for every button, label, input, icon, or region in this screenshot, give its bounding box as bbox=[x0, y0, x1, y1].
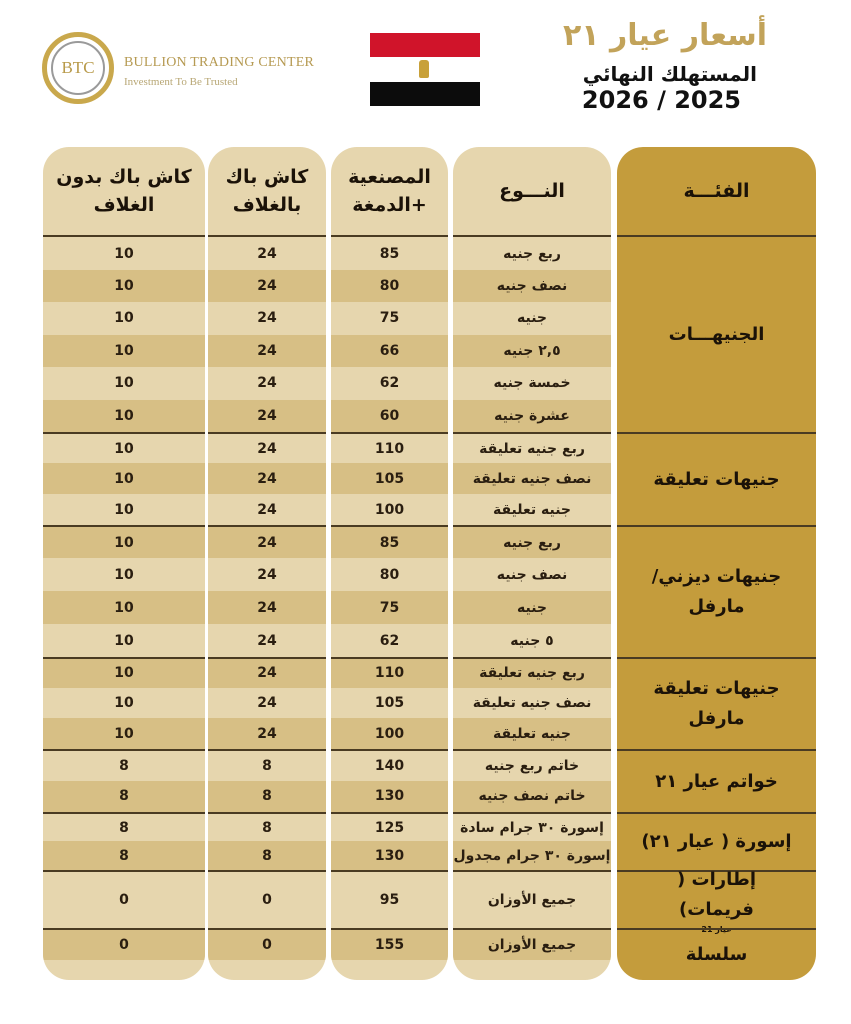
eagle-icon bbox=[419, 60, 429, 78]
table-cell-cashback-without-case: 10 bbox=[43, 591, 205, 624]
table-cell-type: إسورة ٣٠ جرام سادة bbox=[453, 812, 611, 841]
category-label: جنيهات ديزني/ مارفل bbox=[651, 566, 782, 617]
table-cell-type: ربع جنيه bbox=[453, 239, 611, 270]
brand-tagline: Investment To Be Trusted bbox=[124, 76, 238, 88]
table-cell-workmanship: 75 bbox=[331, 591, 448, 624]
table-cell-cashback-with-case: 24 bbox=[208, 432, 326, 463]
table-cell-workmanship: 110 bbox=[331, 432, 448, 463]
table-cell-workmanship: 95 bbox=[331, 870, 448, 928]
column-cashback-without-case bbox=[43, 147, 205, 980]
table-cell-cashback-with-case: 24 bbox=[208, 463, 326, 494]
table-cell-workmanship: 105 bbox=[331, 688, 448, 719]
table-cell-cashback-with-case: 24 bbox=[208, 525, 326, 558]
table-cell-type: إسورة ٣٠ جرام مجدول bbox=[453, 841, 611, 870]
category-cell bbox=[617, 928, 816, 980]
table-cell-cashback-without-case: 10 bbox=[43, 367, 205, 400]
table-cell-cashback-with-case: 8 bbox=[208, 781, 326, 813]
category-cell bbox=[617, 432, 816, 525]
header-cashback-with-case: كاش باك بالغلاف bbox=[208, 147, 326, 237]
table-cell-cashback-without-case: 0 bbox=[43, 870, 205, 928]
category-label: سلسلة bbox=[685, 944, 748, 965]
brand-name: BULLION TRADING CENTER bbox=[124, 55, 315, 70]
table-cell-cashback-without-case: 10 bbox=[43, 494, 205, 525]
table-cell-cashback-with-case: 24 bbox=[208, 558, 326, 591]
table-cell-workmanship: 140 bbox=[331, 749, 448, 781]
table-cell-cashback-without-case: 8 bbox=[43, 781, 205, 813]
table-cell-cashback-with-case: 8 bbox=[208, 749, 326, 781]
table-cell-cashback-with-case: 24 bbox=[208, 302, 326, 335]
table-cell-workmanship: 85 bbox=[331, 239, 448, 270]
table-cell-cashback-with-case: 24 bbox=[208, 270, 326, 303]
table-cell-workmanship: 62 bbox=[331, 624, 448, 657]
table-cell-type: ربع جنيه تعليقة bbox=[453, 657, 611, 688]
table-cell-cashback-without-case: 10 bbox=[43, 688, 205, 719]
table-cell-workmanship: 130 bbox=[331, 781, 448, 813]
table-cell-cashback-with-case: 24 bbox=[208, 239, 326, 270]
table-cell-workmanship: 66 bbox=[331, 335, 448, 368]
table-cell-workmanship: 105 bbox=[331, 463, 448, 494]
table-cell-workmanship: 155 bbox=[331, 928, 448, 960]
category-label: إطارات ( فريمات) bbox=[677, 869, 756, 920]
table-cell-cashback-with-case: 24 bbox=[208, 400, 326, 433]
header-category: الفئـــة bbox=[617, 147, 816, 237]
table-cell-cashback-without-case: 10 bbox=[43, 400, 205, 433]
table-cell-workmanship: 60 bbox=[331, 400, 448, 433]
column-cashback-with-case bbox=[208, 147, 326, 980]
btc-logo bbox=[51, 41, 105, 95]
table-cell-workmanship: 110 bbox=[331, 657, 448, 688]
table-cell-workmanship: 80 bbox=[331, 270, 448, 303]
table-cell-cashback-without-case: 10 bbox=[43, 302, 205, 335]
table-cell-workmanship: 100 bbox=[331, 494, 448, 525]
table-cell-cashback-with-case: 24 bbox=[208, 657, 326, 688]
category-label: خواتم عيار ٢١ bbox=[655, 770, 778, 792]
table-cell-cashback-with-case: 24 bbox=[208, 367, 326, 400]
table-cell-cashback-without-case: 10 bbox=[43, 335, 205, 368]
column-category bbox=[617, 147, 816, 980]
table-cell-workmanship: 75 bbox=[331, 302, 448, 335]
category-label: إسورة ( عيار ٢١) bbox=[641, 831, 792, 852]
table-cell-type: عشرة جنيه bbox=[453, 400, 611, 433]
table-cell-workmanship: 80 bbox=[331, 558, 448, 591]
table-cell-type: جميع الأوزان bbox=[453, 870, 611, 928]
table-cell-cashback-without-case: 10 bbox=[43, 558, 205, 591]
table-cell-workmanship: 130 bbox=[331, 841, 448, 870]
logo-text: BTC bbox=[61, 58, 95, 77]
table-cell-type: جنيه تعليقة bbox=[453, 718, 611, 749]
table-cell-cashback-without-case: 10 bbox=[43, 432, 205, 463]
table-cell-type: ربع جنيه bbox=[453, 525, 611, 558]
table-cell-type: نصف جنيه bbox=[453, 558, 611, 591]
table-cell-type: خاتم نصف جنيه bbox=[453, 781, 611, 813]
category-label: جنيهات تعليقة bbox=[653, 468, 780, 490]
category-cell bbox=[617, 869, 816, 934]
header-workmanship: المصنعية +الدمغة bbox=[331, 147, 448, 237]
category-cell bbox=[617, 657, 816, 749]
table-cell-cashback-without-case: 10 bbox=[43, 463, 205, 494]
table-cell-type: خمسة جنيه bbox=[453, 367, 611, 400]
category-cell bbox=[617, 525, 816, 657]
table-cell-cashback-with-case: 24 bbox=[208, 494, 326, 525]
table-cell-cashback-without-case: 8 bbox=[43, 841, 205, 870]
table-cell-cashback-with-case: 24 bbox=[208, 591, 326, 624]
table-cell-workmanship: 62 bbox=[331, 367, 448, 400]
header-cashback-without-case: كاش باك بدون الغلاف bbox=[43, 147, 205, 237]
table-cell-cashback-without-case: 10 bbox=[43, 657, 205, 688]
table-cell-type: جنيه bbox=[453, 302, 611, 335]
table-cell-cashback-with-case: 24 bbox=[208, 624, 326, 657]
page-title: أسعار عيار ٢١ bbox=[562, 18, 767, 53]
category-sublabel: عيار 21 bbox=[701, 925, 732, 934]
egypt-flag-icon bbox=[370, 33, 480, 106]
table-cell-cashback-without-case: 10 bbox=[43, 624, 205, 657]
table-cell-type: جميع الأوزان bbox=[453, 928, 611, 960]
table-cell-cashback-without-case: 10 bbox=[43, 718, 205, 749]
table-cell-type: خاتم ربع جنيه bbox=[453, 749, 611, 781]
table-cell-cashback-without-case: 8 bbox=[43, 812, 205, 841]
table-cell-cashback-with-case: 0 bbox=[208, 928, 326, 960]
table-cell-cashback-with-case: 24 bbox=[208, 688, 326, 719]
table-cell-type: نصف جنيه تعليقة bbox=[453, 688, 611, 719]
table-cell-cashback-with-case: 8 bbox=[208, 841, 326, 870]
table-cell-type: جنيه bbox=[453, 591, 611, 624]
table-cell-type: نصف جنيه تعليقة bbox=[453, 463, 611, 494]
table-cell-cashback-with-case: 24 bbox=[208, 335, 326, 368]
table-cell-cashback-without-case: 0 bbox=[43, 928, 205, 960]
flag-red-stripe bbox=[370, 33, 480, 57]
table-cell-cashback-without-case: 8 bbox=[43, 749, 205, 781]
category-label: الجنيهـــات bbox=[668, 323, 765, 345]
table-cell-workmanship: 100 bbox=[331, 718, 448, 749]
table-cell-type: ربع جنيه تعليقة bbox=[453, 432, 611, 463]
table-cell-type: ٥ جنيه bbox=[453, 624, 611, 657]
table-cell-cashback-with-case: 0 bbox=[208, 870, 326, 928]
table-cell-type: جنيه تعليقة bbox=[453, 494, 611, 525]
table-cell-cashback-without-case: 10 bbox=[43, 270, 205, 303]
year-label: 2026 / 2025 bbox=[581, 86, 741, 114]
column-type bbox=[453, 147, 611, 980]
flag-black-stripe bbox=[370, 82, 480, 106]
table-cell-cashback-without-case: 10 bbox=[43, 239, 205, 270]
table-cell-cashback-without-case: 10 bbox=[43, 525, 205, 558]
category-cell bbox=[617, 237, 816, 432]
header-type: النـــوع bbox=[453, 147, 611, 237]
page-subtitle: المستهلك النهائي bbox=[582, 62, 757, 86]
flag-white-stripe bbox=[370, 57, 480, 82]
category-label: جنيهات تعليقة مارفل bbox=[653, 678, 780, 729]
table-cell-type: نصف جنيه bbox=[453, 270, 611, 303]
table-cell-workmanship: 85 bbox=[331, 525, 448, 558]
table-cell-type: ٢,٥ جنيه bbox=[453, 335, 611, 368]
category-cell bbox=[617, 749, 816, 812]
table-cell-workmanship: 125 bbox=[331, 812, 448, 841]
table-cell-cashback-with-case: 24 bbox=[208, 718, 326, 749]
category-cell bbox=[617, 812, 816, 870]
column-workmanship bbox=[331, 147, 448, 980]
table-cell-cashback-with-case: 8 bbox=[208, 812, 326, 841]
